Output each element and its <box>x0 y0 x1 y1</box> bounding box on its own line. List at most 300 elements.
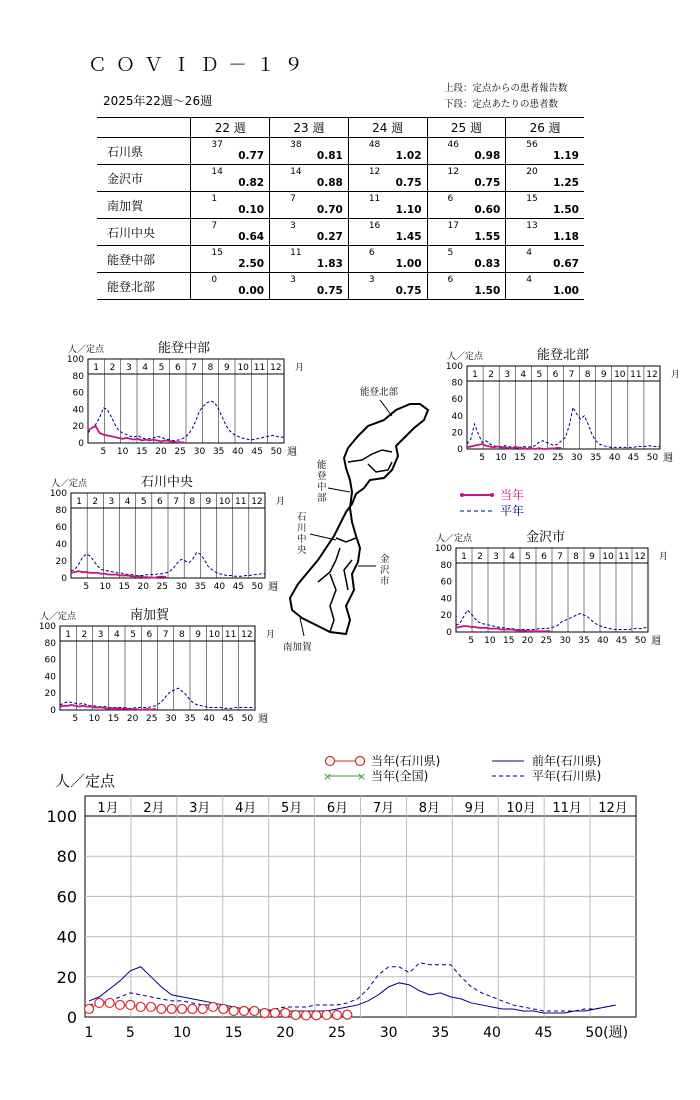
report-count: 16 <box>368 221 381 231</box>
y-tick-label: 100 <box>445 362 463 372</box>
report-count: 3 <box>368 275 375 285</box>
map-outline <box>290 404 428 634</box>
month-label: 1 <box>461 552 467 562</box>
x-tick-label: 20 <box>126 714 139 724</box>
legend-current-ishikawa-marker <box>326 757 335 766</box>
legend-average-label: 平年(石川県) <box>532 769 602 783</box>
chart-title: 能登中部 <box>158 341 211 356</box>
y-tick-label: 20 <box>72 422 84 433</box>
x-tick-label: 25 <box>146 714 158 724</box>
report-count: 14 <box>290 167 302 177</box>
x-tick-label: 45 <box>534 1025 553 1041</box>
y-tick-label: 40 <box>440 594 452 605</box>
month-label: 7 <box>191 363 198 373</box>
y-tick-label: 40 <box>55 540 67 550</box>
x-tick-label: 1 <box>84 1025 94 1041</box>
month-label: 12 <box>270 363 282 373</box>
x-tick-label: 5 <box>125 1025 135 1041</box>
per-sentinel: 0.77 <box>238 150 265 162</box>
month-label: 2 <box>81 630 88 640</box>
report-count: 12 <box>368 167 381 177</box>
series-current-point <box>260 1008 269 1017</box>
leader-ishikawa-chuo <box>310 534 336 540</box>
x-tick-label: 25 <box>552 453 564 463</box>
leader-noto-hokubu <box>380 400 392 416</box>
x-tick-label: 15 <box>514 453 526 463</box>
region-name: 南加賀 <box>97 192 191 219</box>
y-tick-label: 80 <box>440 560 452 571</box>
month-label: 4 <box>124 497 131 507</box>
y-tick-label: 100 <box>38 622 56 632</box>
x-tick-label: 50 <box>241 714 254 724</box>
x-tick-label: 25 <box>540 636 553 646</box>
x-tick-label: 5 <box>479 453 486 463</box>
y-tick-label: 40 <box>56 927 77 947</box>
x-tick-label: 25 <box>174 447 186 457</box>
month-label: 11月 <box>552 801 582 816</box>
month-label: 10 <box>237 363 249 373</box>
region-name: 石川県 <box>97 138 191 165</box>
y-tick-label: 60 <box>55 523 67 533</box>
month-label: 9 <box>223 363 230 373</box>
week-unit: 週 <box>651 636 661 647</box>
header-week: 26 週 <box>506 118 584 138</box>
month-label: 5月 <box>280 801 303 816</box>
legend-current-national-label: 当年(全国) <box>371 769 429 783</box>
y-tick-label: 100 <box>66 355 84 365</box>
x-tick-label: 40 <box>597 636 609 646</box>
leader-minami-kaga <box>300 618 304 636</box>
report-count: 14 <box>211 167 223 177</box>
per-sentinel: 0.67 <box>553 258 579 270</box>
month-label: 3 <box>493 552 499 562</box>
report-count: 15 <box>526 194 538 204</box>
month-label: 1月 <box>97 801 119 816</box>
legend-current-marker <box>490 493 494 497</box>
y-tick-label: 0 <box>50 706 56 716</box>
report-count: 6 <box>447 275 454 285</box>
per-sentinel: 1.18 <box>553 231 579 243</box>
region-name: 石川中央 <box>97 219 191 246</box>
map-label-minami-kaga: 南加賀 <box>283 642 312 653</box>
map-label-kanazawa: 金沢市 <box>380 554 390 587</box>
x-tick-label: 10 <box>99 582 111 592</box>
report-count: 0 <box>211 275 218 285</box>
legend-current-national-marker: × <box>357 770 367 783</box>
month-label: 2 <box>92 497 99 507</box>
y-tick-label: 20 <box>56 967 77 987</box>
series-current-point <box>281 1008 290 1017</box>
report-count: 17 <box>447 221 459 231</box>
per-sentinel: 1.45 <box>395 231 422 243</box>
per-sentinel: 0.83 <box>474 258 501 270</box>
series-current-point <box>157 1004 166 1013</box>
month-label: 12 <box>646 370 658 380</box>
series-current-point <box>240 1006 249 1015</box>
x-tick-label: 15 <box>502 636 515 646</box>
x-tick-label: 40 <box>203 714 215 724</box>
per-sentinel: 0.75 <box>316 285 343 297</box>
series-current-point <box>343 1010 352 1019</box>
x-tick-label: 10 <box>116 447 129 457</box>
week-unit: 週 <box>663 453 673 464</box>
per-sentinel: 0.27 <box>316 231 343 243</box>
note-lower: 下段：定点あたりの患者数 <box>444 99 559 110</box>
report-count: 38 <box>290 140 302 150</box>
region-name: 金沢市 <box>97 165 191 192</box>
series-current-point <box>126 1000 135 1009</box>
y-tick-label: 40 <box>72 405 84 416</box>
main-chart <box>0 740 700 1100</box>
report-count: 56 <box>526 140 538 150</box>
month-label: 10 <box>208 630 221 640</box>
y-axis-label: 人／定点 <box>51 479 88 489</box>
month-label: 5 <box>158 363 165 373</box>
header-week: 24 週 <box>348 118 427 138</box>
per-sentinel: 1.25 <box>553 177 579 189</box>
chart-title: 南加賀 <box>130 608 170 623</box>
x-tick-label: 45 <box>251 447 263 457</box>
series-current-point <box>167 1004 176 1013</box>
y-tick-label: 80 <box>72 371 84 382</box>
month-label: 4 <box>520 370 527 380</box>
per-sentinel: 0.60 <box>474 204 501 216</box>
report-count: 4 <box>526 275 532 285</box>
month-label: 1 <box>472 370 478 380</box>
series-current-point <box>271 1008 280 1017</box>
y-axis-label: 人／定点 <box>55 772 116 790</box>
y-tick-label: 0 <box>61 574 67 584</box>
x-tick-label: 5 <box>100 447 107 457</box>
report-count: 48 <box>368 140 381 150</box>
x-tick-label: 45 <box>222 714 234 724</box>
per-sentinel: 2.50 <box>238 258 265 270</box>
period-label: 2025年22週～26週 <box>103 94 213 108</box>
x-tick-label: 10 <box>173 1025 191 1041</box>
month-label: 6 <box>146 630 153 640</box>
month-unit: 月 <box>295 363 305 373</box>
month-label: 11 <box>235 497 247 507</box>
month-label: 11 <box>224 630 237 640</box>
month-label: 5 <box>140 497 147 507</box>
month-label: 11 <box>618 552 630 562</box>
y-tick-label: 80 <box>451 378 463 389</box>
month-label: 3 <box>125 363 132 373</box>
month-label: 3 <box>108 497 115 507</box>
big-legend <box>323 753 601 783</box>
month-label: 6 <box>541 552 547 562</box>
report-count: 7 <box>290 194 296 204</box>
month-label: 9 <box>195 630 201 640</box>
report-count: 46 <box>447 140 459 150</box>
month-label: 3月 <box>189 801 211 816</box>
x-tick-label: 30 <box>559 636 571 646</box>
per-sentinel: 1.50 <box>474 285 501 297</box>
y-tick-label: 0 <box>78 439 84 449</box>
month-unit: 月 <box>276 497 286 507</box>
x-tick-label: 15 <box>107 714 120 724</box>
chart-title: 金沢市 <box>526 530 566 545</box>
month-label: 8月 <box>418 801 441 816</box>
y-tick-label: 20 <box>55 557 67 567</box>
x-tick-label: 50 <box>646 453 659 463</box>
series-current-point <box>116 1000 125 1009</box>
report-count: 11 <box>368 194 381 204</box>
header-week: 22 週 <box>191 118 270 138</box>
x-tick-label: 35 <box>578 636 590 646</box>
month-unit: 月 <box>671 370 681 380</box>
month-label: 4 <box>509 552 515 562</box>
x-tick-label: 35 <box>184 714 196 724</box>
y-tick-label: 20 <box>440 611 452 622</box>
series-current-point <box>322 1010 331 1019</box>
per-sentinel: 0.98 <box>474 150 501 162</box>
month-label: 9月 <box>464 801 486 816</box>
x-tick-label: 45 <box>627 453 640 463</box>
header-week: 25 週 <box>427 118 506 138</box>
week-unit: 週 <box>268 582 278 593</box>
x-tick-label: 40 <box>483 1025 501 1041</box>
y-tick-label: 80 <box>56 847 77 867</box>
y-tick-label: 40 <box>44 672 56 683</box>
y-axis-label: 人／定点 <box>447 352 484 362</box>
month-label: 3 <box>504 370 511 380</box>
report-count: 3 <box>290 275 296 285</box>
legend-current-label: 当年 <box>500 488 525 502</box>
month-label: 10 <box>602 552 614 562</box>
report-count: 7 <box>211 221 218 231</box>
x-tick-label: 50 <box>251 582 264 592</box>
series-current-point <box>147 1002 156 1011</box>
week-unit: 週 <box>287 447 297 458</box>
series-current-point <box>291 1010 300 1019</box>
x-tick-label: 30 <box>379 1025 398 1041</box>
month-label: 7 <box>568 370 575 380</box>
month-label: 7 <box>557 552 563 562</box>
series-current-point <box>209 1002 218 1011</box>
series-current-point <box>333 1011 342 1020</box>
month-label: 12 <box>251 497 263 507</box>
month-label: 8 <box>189 497 196 507</box>
month-label: 2 <box>488 370 494 380</box>
x-tick-label: 15 <box>224 1025 243 1041</box>
x-tick-label: 35 <box>194 582 207 592</box>
month-label: 6 <box>157 497 163 507</box>
x-tick-label: 5 <box>83 582 90 592</box>
x-tick-label: 15 <box>136 447 148 457</box>
x-tick-label: 40 <box>232 447 244 457</box>
y-tick-label: 80 <box>55 506 67 516</box>
month-label: 4 <box>142 363 149 373</box>
month-label: 7 <box>173 497 179 507</box>
report-count: 3 <box>290 221 296 231</box>
legend-average-label: 平年 <box>500 504 525 518</box>
series-average-line <box>89 963 616 1011</box>
leader-noto-chubu <box>328 488 350 492</box>
legend-current-national-marker: × <box>323 770 333 783</box>
x-tick-label: 30 <box>175 582 188 592</box>
x-tick-label: 20 <box>137 582 150 592</box>
month-label: 8 <box>207 363 214 373</box>
report-count: 37 <box>211 140 223 150</box>
month-label: 7 <box>162 630 169 640</box>
y-tick-label: 60 <box>440 577 452 588</box>
x-tick-label: 20 <box>276 1025 295 1041</box>
y-tick-label: 20 <box>44 689 56 700</box>
x-tick-label: 10 <box>484 636 496 646</box>
series-current-point <box>312 1011 321 1020</box>
y-axis-label: 人／定点 <box>436 534 473 544</box>
x-tick-label: 50 <box>270 447 283 457</box>
per-sentinel: 1.50 <box>553 204 579 216</box>
week-unit: 週 <box>258 714 268 725</box>
x-tick-label: 20 <box>533 453 545 463</box>
report-count: 15 <box>211 248 223 258</box>
x-tick-label: 45 <box>232 582 245 592</box>
month-label: 11 <box>630 370 642 380</box>
per-sentinel: 0.81 <box>316 150 343 162</box>
y-tick-label: 0 <box>66 1008 77 1027</box>
month-label: 5 <box>536 370 543 380</box>
y-tick-label: 60 <box>451 395 463 406</box>
month-label: 11 <box>253 363 266 373</box>
month-label: 5 <box>525 552 531 562</box>
y-axis-label: 人／定点 <box>40 612 77 622</box>
month-label: 8 <box>573 552 579 562</box>
series-current-point <box>188 1004 197 1013</box>
x-tick-label: 10 <box>495 453 507 463</box>
report-count: 5 <box>447 248 454 258</box>
map-label-noto-hokubu: 能登北部 <box>360 387 399 398</box>
legend-prev-label: 前年(石川県) <box>532 754 602 768</box>
region-name: 能登北部 <box>97 273 191 300</box>
x-tick-label: 35 <box>431 1025 450 1041</box>
header-week: 23 週 <box>270 118 349 138</box>
report-count: 20 <box>526 167 538 177</box>
y-tick-label: 100 <box>434 544 452 554</box>
series-current-point <box>105 998 114 1007</box>
month-label: 12 <box>634 552 646 562</box>
y-tick-label: 20 <box>451 428 463 439</box>
month-label: 6 <box>552 370 559 380</box>
report-count: 4 <box>526 248 532 258</box>
report-count: 6 <box>447 194 454 204</box>
note-upper: 上段：定点からの患者報告数 <box>444 83 568 94</box>
month-unit: 月 <box>266 630 276 640</box>
x-tick-label: 15 <box>118 582 130 592</box>
x-tick-label: 50 <box>634 636 647 646</box>
y-tick-label: 100 <box>46 807 77 826</box>
y-tick-label: 60 <box>56 887 77 907</box>
map-label-ishikawa-chuo: 石川中央 <box>297 512 307 556</box>
month-unit: 月 <box>659 552 669 562</box>
per-sentinel: 1.00 <box>553 285 579 297</box>
region-name: 能登中部 <box>97 246 191 273</box>
month-label: 2 <box>477 552 483 562</box>
per-sentinel: 1.55 <box>474 231 501 243</box>
x-tick-label: 10 <box>88 714 101 724</box>
per-sentinel: 1.10 <box>395 204 422 216</box>
report-count: 6 <box>368 248 375 258</box>
month-label: 8 <box>584 370 591 380</box>
per-sentinel: 0.75 <box>395 177 422 189</box>
month-label: 7月 <box>372 801 395 816</box>
month-label: 2月 <box>143 801 165 816</box>
month-label: 10月 <box>506 801 536 816</box>
page-title: ＣＯＶＩＤ－１９ <box>88 54 313 76</box>
x-tick-label: 20 <box>521 636 534 646</box>
series-current-point <box>85 1004 94 1013</box>
x-tick-label: 25 <box>328 1025 346 1041</box>
month-label: 10 <box>614 370 626 380</box>
x-tick-label: 30 <box>165 714 177 724</box>
series-current-point <box>178 1004 187 1013</box>
legend-current-ishikawa-marker <box>356 757 365 766</box>
month-label: 10 <box>218 497 231 507</box>
report-count: 11 <box>290 248 302 258</box>
x-tick-label: 25 <box>156 582 169 592</box>
month-label: 9 <box>600 370 607 380</box>
month-label: 4 <box>114 630 120 640</box>
x-tick-label: 20 <box>155 447 167 457</box>
per-sentinel: 0.64 <box>238 231 265 243</box>
month-label: 3 <box>97 630 104 640</box>
series-current-point <box>250 1006 259 1015</box>
y-tick-label: 60 <box>44 655 56 666</box>
per-sentinel: 0.75 <box>474 177 501 189</box>
x-tick-label: 45 <box>615 636 628 646</box>
x-tick-label: 40 <box>213 582 226 592</box>
month-label: 1 <box>76 497 82 507</box>
report-count: 12 <box>447 167 459 177</box>
legend-current-marker <box>460 493 464 497</box>
legend-current-ishikawa-label: 当年(石川県) <box>371 754 441 768</box>
month-label: 6 <box>174 363 181 373</box>
month-label: 2 <box>109 363 116 373</box>
x-tick-label: 30 <box>571 453 583 463</box>
month-label: 12月 <box>598 801 628 816</box>
series-current-point <box>302 1011 311 1020</box>
y-tick-label: 60 <box>72 388 84 399</box>
chart-title: 能登北部 <box>537 348 590 363</box>
x-tick-label: 50(週) <box>585 1025 629 1041</box>
month-label: 8 <box>179 630 185 640</box>
per-sentinel: 1.00 <box>395 258 422 270</box>
per-sentinel: 1.19 <box>553 150 579 162</box>
x-tick-label: 35 <box>589 453 602 463</box>
report-count: 13 <box>526 221 538 231</box>
y-tick-label: 0 <box>446 628 452 638</box>
x-tick-label: 30 <box>193 447 206 457</box>
series-current-point <box>136 1002 145 1011</box>
series-current-point <box>229 1006 238 1015</box>
series-current-point <box>198 1004 207 1013</box>
month-label: 9 <box>589 552 595 562</box>
x-tick-label: 40 <box>608 453 621 463</box>
y-axis-label: 人／定点 <box>68 345 105 355</box>
month-label: 5 <box>130 630 136 640</box>
per-sentinel: 0.88 <box>316 177 343 189</box>
month-label: 1 <box>93 363 100 373</box>
x-tick-label: 5 <box>468 636 474 646</box>
per-sentinel: 0.10 <box>238 204 265 216</box>
month-label: 4月 <box>235 801 257 816</box>
series-current-point <box>95 998 104 1007</box>
per-sentinel: 1.02 <box>395 150 422 162</box>
month-label: 1 <box>65 630 71 640</box>
month-label: 6月 <box>326 801 349 816</box>
x-tick-label: 5 <box>72 714 79 724</box>
